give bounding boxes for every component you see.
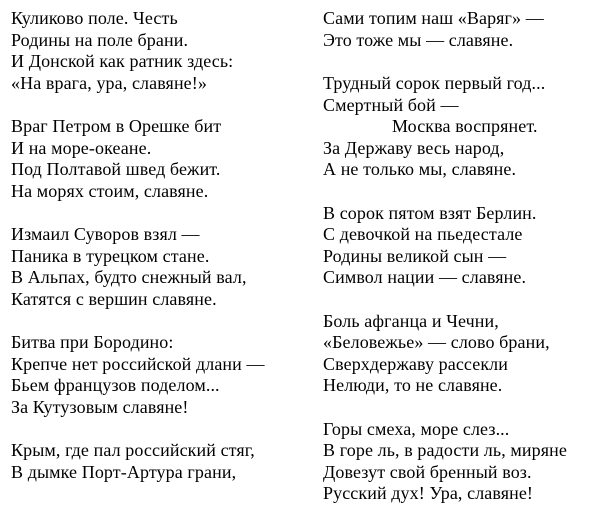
poem-line: В Альпах, будто снежный вал, — [11, 267, 247, 287]
poem-line: Это тоже мы — славяне. — [323, 29, 514, 50]
poem-line: Трудный сорок первый год... — [323, 73, 546, 93]
stanza-6 — [323, 73, 600, 181]
poem-line: Измаил Суворов взял — — [11, 224, 200, 244]
stanza-1 — [11, 8, 311, 94]
poem-line: В сорок пятом взят Берлин. — [323, 202, 537, 223]
poem-line: Родины на поле брани. — [11, 29, 189, 50]
poem-line: В горе ль, в радости ль, миряне — [323, 440, 567, 460]
poem-line: Бьем французов поделом... — [11, 375, 220, 395]
stanza-7 — [323, 203, 600, 289]
poem-line: Крепче нет российской длани — — [11, 353, 265, 374]
poem-line: С девочкой на пьедестале — [323, 224, 523, 244]
poem-line: Символ нации — славяне. — [323, 267, 527, 287]
poem-line: Под Полтавой швед бежит. — [11, 159, 221, 179]
poem-line: За Державу весь народ, — [323, 137, 505, 158]
poem-line: В дымке Порт-Артура грани, — [11, 461, 237, 482]
poem-line: Родины великой сын — — [323, 245, 507, 266]
poem-right-column — [323, 8, 600, 527]
poem-line: И на море-океане. — [11, 137, 152, 158]
poem-line: И Донской как ратник здесь: — [11, 51, 234, 71]
poem-line: Горы смеха, море слез... — [323, 418, 510, 439]
poem-line: Сверхдержаву рассекли — [323, 353, 508, 374]
poem-line: Крым, где пал российский стяг, — [11, 440, 255, 460]
poem-line: Смертный бой — — [323, 94, 459, 115]
poem-line: Боль афганца и Чечни, — [323, 310, 499, 331]
stanza-9 — [323, 419, 600, 505]
poem-line-indented: Москва воспрянет. — [392, 116, 538, 136]
poem-line: Сами топим наш «Варяг» — — [323, 8, 544, 28]
stanza-2 — [11, 116, 311, 202]
poem-left-column — [11, 8, 311, 505]
stanza-5-continued — [323, 8, 600, 51]
poem-line: А не только мы, славяне. — [323, 159, 517, 179]
stanza-5 — [11, 440, 311, 483]
poem-line: «На врага, ура, славяне!» — [11, 72, 207, 93]
poem-line: Русский дух! Ура, славяне! — [323, 483, 534, 503]
poem-line: Враг Петром в Орешке бит — [11, 116, 222, 136]
poem-line: Довезут свой бренный воз. — [323, 461, 532, 482]
poem-line: Катятся с вершин славяне. — [11, 288, 217, 309]
poem-line: Битва при Бородино: — [11, 332, 174, 352]
poem-line: На морях стоим, славяне. — [11, 180, 209, 201]
poem-line: «Беловежье» — слово брани, — [323, 332, 550, 352]
stanza-8 — [323, 311, 600, 397]
poem-line: Нелюди, то не славяне. — [323, 375, 503, 395]
poem-line: Куликово поле. Честь — [11, 8, 178, 28]
poem-line: Паника в турецком стане. — [11, 245, 210, 266]
stanza-3 — [11, 224, 311, 310]
poem-line: За Кутузовым славяне! — [11, 396, 189, 417]
stanza-4 — [11, 332, 311, 418]
